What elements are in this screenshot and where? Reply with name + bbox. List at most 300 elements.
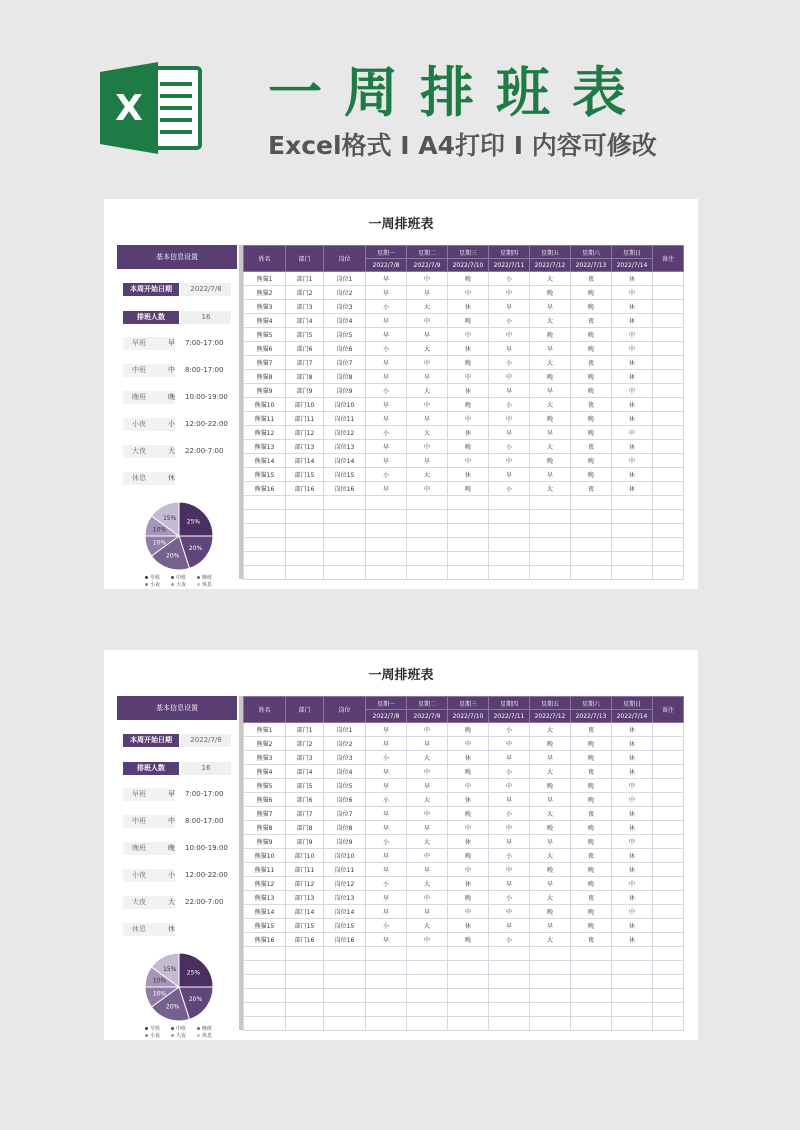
table-cell[interactable]: 休 xyxy=(612,398,653,412)
table-cell[interactable]: 中 xyxy=(448,370,489,384)
table-cell[interactable]: 晚 xyxy=(448,356,489,370)
table-cell[interactable]: 中 xyxy=(448,737,489,751)
table-cell[interactable]: 晚 xyxy=(571,342,612,356)
table-cell[interactable] xyxy=(653,933,684,947)
table-cell[interactable] xyxy=(366,1003,407,1017)
table-cell[interactable] xyxy=(286,552,324,566)
table-cell[interactable]: 大 xyxy=(407,751,448,765)
table-cell[interactable]: 大 xyxy=(407,300,448,314)
table-cell[interactable] xyxy=(653,566,684,580)
table-cell[interactable]: 熊猫12 xyxy=(244,877,286,891)
table-cell[interactable] xyxy=(571,947,612,961)
table-cell[interactable]: 部门7 xyxy=(286,356,324,370)
shift-code[interactable]: 中 xyxy=(168,366,175,374)
table-cell[interactable]: 晚 xyxy=(448,849,489,863)
table-cell[interactable]: 中 xyxy=(612,384,653,398)
table-cell[interactable]: 熊猫3 xyxy=(244,751,286,765)
table-cell[interactable]: 夜 xyxy=(571,891,612,905)
table-cell[interactable]: 早 xyxy=(366,891,407,905)
shift-time[interactable]: 22:00-7:00 xyxy=(185,447,224,455)
table-cell[interactable]: 早 xyxy=(366,933,407,947)
table-cell[interactable]: 早 xyxy=(407,412,448,426)
table-cell[interactable] xyxy=(653,482,684,496)
table-cell[interactable]: 岗位14 xyxy=(324,905,366,919)
table-cell[interactable]: 早 xyxy=(530,342,571,356)
table-cell[interactable] xyxy=(244,510,286,524)
table-cell[interactable]: 中 xyxy=(448,779,489,793)
table-cell[interactable]: 中 xyxy=(407,933,448,947)
table-cell[interactable]: 中 xyxy=(448,286,489,300)
table-cell[interactable]: 中 xyxy=(407,482,448,496)
table-cell[interactable]: 小 xyxy=(489,765,530,779)
table-cell[interactable]: 中 xyxy=(612,454,653,468)
table-cell[interactable] xyxy=(653,510,684,524)
table-cell[interactable]: 熊猫2 xyxy=(244,286,286,300)
table-cell[interactable]: 岗位14 xyxy=(324,454,366,468)
table-cell[interactable] xyxy=(653,835,684,849)
table-cell[interactable]: 部门7 xyxy=(286,807,324,821)
table-cell[interactable] xyxy=(407,1003,448,1017)
table-cell[interactable]: 早 xyxy=(366,723,407,737)
table-cell[interactable]: 大 xyxy=(407,384,448,398)
table-cell[interactable]: 小 xyxy=(489,482,530,496)
table-cell[interactable] xyxy=(530,524,571,538)
table-cell[interactable] xyxy=(407,496,448,510)
table-cell[interactable] xyxy=(244,947,286,961)
table-cell[interactable]: 中 xyxy=(407,849,448,863)
table-cell[interactable]: 中 xyxy=(407,356,448,370)
table-cell[interactable]: 早 xyxy=(366,356,407,370)
table-cell[interactable] xyxy=(571,989,612,1003)
table-cell[interactable]: 休 xyxy=(448,835,489,849)
table-cell[interactable]: 小 xyxy=(489,891,530,905)
table-cell[interactable]: 晚 xyxy=(571,863,612,877)
table-cell[interactable] xyxy=(489,552,530,566)
table-cell[interactable]: 中 xyxy=(489,779,530,793)
table-cell[interactable]: 岗位12 xyxy=(324,877,366,891)
table-cell[interactable]: 小 xyxy=(489,440,530,454)
shift-code[interactable]: 大 xyxy=(168,898,175,906)
table-cell[interactable]: 熊猫8 xyxy=(244,370,286,384)
table-cell[interactable] xyxy=(612,961,653,975)
table-cell[interactable] xyxy=(653,849,684,863)
table-cell[interactable]: 小 xyxy=(366,342,407,356)
table-cell[interactable] xyxy=(286,538,324,552)
table-cell[interactable] xyxy=(244,1003,286,1017)
table-cell[interactable] xyxy=(448,1003,489,1017)
table-cell[interactable]: 晚 xyxy=(571,384,612,398)
start-date-input[interactable]: 2022/7/8 xyxy=(181,734,231,747)
table-cell[interactable]: 休 xyxy=(448,751,489,765)
table-cell[interactable] xyxy=(530,989,571,1003)
table-cell[interactable]: 岗位8 xyxy=(324,821,366,835)
table-cell[interactable]: 休 xyxy=(612,412,653,426)
table-cell[interactable] xyxy=(366,566,407,580)
table-cell[interactable] xyxy=(489,947,530,961)
table-cell[interactable]: 早 xyxy=(489,468,530,482)
table-cell[interactable] xyxy=(653,496,684,510)
table-cell[interactable]: 休 xyxy=(448,877,489,891)
table-cell[interactable]: 晚 xyxy=(448,765,489,779)
table-cell[interactable]: 早 xyxy=(407,454,448,468)
table-cell[interactable]: 大 xyxy=(407,426,448,440)
table-cell[interactable] xyxy=(571,510,612,524)
table-cell[interactable]: 部门6 xyxy=(286,793,324,807)
table-cell[interactable]: 中 xyxy=(489,863,530,877)
table-cell[interactable]: 早 xyxy=(489,919,530,933)
table-cell[interactable]: 晚 xyxy=(571,751,612,765)
table-cell[interactable]: 小 xyxy=(489,356,530,370)
table-cell[interactable]: 夜 xyxy=(571,933,612,947)
table-cell[interactable] xyxy=(324,975,366,989)
table-cell[interactable] xyxy=(244,975,286,989)
table-cell[interactable] xyxy=(653,737,684,751)
table-cell[interactable]: 早 xyxy=(366,412,407,426)
table-cell[interactable]: 岗位9 xyxy=(324,835,366,849)
table-cell[interactable]: 岗位7 xyxy=(324,356,366,370)
table-cell[interactable]: 早 xyxy=(530,468,571,482)
shift-code[interactable]: 大 xyxy=(168,447,175,455)
table-cell[interactable]: 部门14 xyxy=(286,454,324,468)
shift-time[interactable]: 22:00-7:00 xyxy=(185,898,224,906)
table-cell[interactable]: 晚 xyxy=(571,779,612,793)
table-cell[interactable]: 中 xyxy=(407,891,448,905)
table-cell[interactable]: 休 xyxy=(612,440,653,454)
table-cell[interactable] xyxy=(324,961,366,975)
table-cell[interactable]: 休 xyxy=(612,849,653,863)
shift-time[interactable]: 12:00-22:00 xyxy=(185,420,228,428)
table-cell[interactable] xyxy=(653,286,684,300)
table-cell[interactable] xyxy=(366,538,407,552)
table-cell[interactable]: 熊猫10 xyxy=(244,849,286,863)
table-cell[interactable]: 熊猫8 xyxy=(244,821,286,835)
table-cell[interactable] xyxy=(324,566,366,580)
table-cell[interactable]: 小 xyxy=(366,919,407,933)
table-cell[interactable]: 休 xyxy=(612,863,653,877)
table-cell[interactable]: 熊猫15 xyxy=(244,468,286,482)
table-cell[interactable]: 晚 xyxy=(571,286,612,300)
table-cell[interactable]: 中 xyxy=(448,454,489,468)
table-cell[interactable]: 早 xyxy=(489,300,530,314)
table-cell[interactable]: 岗位16 xyxy=(324,933,366,947)
table-cell[interactable]: 早 xyxy=(489,384,530,398)
table-cell[interactable]: 休 xyxy=(448,300,489,314)
table-cell[interactable] xyxy=(244,524,286,538)
table-cell[interactable] xyxy=(448,566,489,580)
table-cell[interactable]: 早 xyxy=(366,440,407,454)
table-cell[interactable]: 早 xyxy=(366,328,407,342)
table-cell[interactable] xyxy=(324,524,366,538)
table-cell[interactable] xyxy=(244,538,286,552)
table-cell[interactable] xyxy=(530,1003,571,1017)
shift-code[interactable]: 早 xyxy=(168,339,175,347)
table-cell[interactable]: 部门9 xyxy=(286,384,324,398)
table-cell[interactable]: 晚 xyxy=(530,737,571,751)
table-cell[interactable]: 早 xyxy=(530,919,571,933)
table-cell[interactable]: 晚 xyxy=(448,440,489,454)
table-cell[interactable]: 熊猫7 xyxy=(244,356,286,370)
table-cell[interactable]: 早 xyxy=(366,454,407,468)
table-cell[interactable] xyxy=(653,975,684,989)
table-cell[interactable]: 熊猫5 xyxy=(244,779,286,793)
table-cell[interactable]: 中 xyxy=(612,877,653,891)
table-cell[interactable] xyxy=(448,975,489,989)
table-cell[interactable] xyxy=(653,779,684,793)
table-cell[interactable]: 部门3 xyxy=(286,751,324,765)
table-cell[interactable]: 中 xyxy=(489,821,530,835)
table-cell[interactable] xyxy=(653,538,684,552)
table-cell[interactable] xyxy=(653,384,684,398)
table-cell[interactable] xyxy=(407,1017,448,1031)
table-cell[interactable]: 小 xyxy=(366,468,407,482)
table-cell[interactable] xyxy=(530,961,571,975)
table-cell[interactable]: 大 xyxy=(407,342,448,356)
table-cell[interactable]: 熊猫12 xyxy=(244,426,286,440)
table-cell[interactable]: 休 xyxy=(448,384,489,398)
table-cell[interactable]: 休 xyxy=(448,468,489,482)
table-cell[interactable] xyxy=(366,989,407,1003)
table-cell[interactable]: 中 xyxy=(407,807,448,821)
table-cell[interactable]: 休 xyxy=(448,342,489,356)
shift-code[interactable]: 休 xyxy=(168,474,175,482)
table-cell[interactable]: 小 xyxy=(489,807,530,821)
table-cell[interactable]: 早 xyxy=(530,300,571,314)
table-cell[interactable] xyxy=(571,566,612,580)
table-cell[interactable]: 休 xyxy=(612,468,653,482)
table-cell[interactable]: 夜 xyxy=(571,398,612,412)
table-cell[interactable] xyxy=(286,1003,324,1017)
table-cell[interactable]: 中 xyxy=(407,765,448,779)
table-cell[interactable]: 大 xyxy=(530,440,571,454)
table-cell[interactable]: 夜 xyxy=(571,272,612,286)
table-cell[interactable]: 熊猫9 xyxy=(244,835,286,849)
table-cell[interactable]: 早 xyxy=(407,328,448,342)
table-cell[interactable]: 熊猫16 xyxy=(244,933,286,947)
table-cell[interactable]: 部门3 xyxy=(286,300,324,314)
table-cell[interactable]: 熊猫14 xyxy=(244,905,286,919)
table-cell[interactable]: 中 xyxy=(407,398,448,412)
table-cell[interactable] xyxy=(530,947,571,961)
table-cell[interactable]: 休 xyxy=(612,272,653,286)
table-cell[interactable]: 岗位10 xyxy=(324,849,366,863)
table-cell[interactable] xyxy=(653,342,684,356)
table-cell[interactable] xyxy=(653,807,684,821)
table-cell[interactable]: 部门8 xyxy=(286,821,324,835)
table-cell[interactable]: 早 xyxy=(407,863,448,877)
table-cell[interactable]: 休 xyxy=(612,482,653,496)
table-cell[interactable]: 熊猫15 xyxy=(244,919,286,933)
table-cell[interactable]: 晚 xyxy=(571,370,612,384)
table-cell[interactable]: 小 xyxy=(489,314,530,328)
table-cell[interactable] xyxy=(653,314,684,328)
table-cell[interactable]: 晚 xyxy=(571,412,612,426)
table-cell[interactable]: 小 xyxy=(489,272,530,286)
table-cell[interactable] xyxy=(324,496,366,510)
table-cell[interactable]: 大 xyxy=(407,835,448,849)
table-cell[interactable]: 早 xyxy=(530,384,571,398)
table-cell[interactable] xyxy=(489,496,530,510)
table-cell[interactable]: 晚 xyxy=(448,272,489,286)
table-cell[interactable]: 部门8 xyxy=(286,370,324,384)
table-cell[interactable]: 部门6 xyxy=(286,342,324,356)
table-cell[interactable]: 岗位6 xyxy=(324,793,366,807)
table-cell[interactable]: 岗位4 xyxy=(324,314,366,328)
table-cell[interactable]: 夜 xyxy=(571,482,612,496)
table-cell[interactable] xyxy=(612,496,653,510)
table-cell[interactable]: 早 xyxy=(366,765,407,779)
table-cell[interactable] xyxy=(489,989,530,1003)
table-cell[interactable] xyxy=(653,398,684,412)
table-cell[interactable] xyxy=(653,863,684,877)
table-cell[interactable]: 中 xyxy=(612,342,653,356)
table-cell[interactable] xyxy=(653,1017,684,1031)
table-cell[interactable] xyxy=(612,1003,653,1017)
table-cell[interactable]: 岗位1 xyxy=(324,723,366,737)
table-cell[interactable]: 部门11 xyxy=(286,863,324,877)
table-cell[interactable]: 早 xyxy=(366,849,407,863)
table-cell[interactable]: 部门15 xyxy=(286,919,324,933)
table-cell[interactable]: 中 xyxy=(489,328,530,342)
table-cell[interactable]: 岗位5 xyxy=(324,328,366,342)
table-cell[interactable] xyxy=(653,765,684,779)
table-cell[interactable]: 中 xyxy=(489,370,530,384)
table-cell[interactable]: 早 xyxy=(530,835,571,849)
table-cell[interactable]: 大 xyxy=(530,356,571,370)
table-cell[interactable]: 晚 xyxy=(530,370,571,384)
table-cell[interactable]: 早 xyxy=(366,314,407,328)
table-cell[interactable] xyxy=(653,793,684,807)
table-cell[interactable]: 晚 xyxy=(530,454,571,468)
table-cell[interactable]: 部门1 xyxy=(286,272,324,286)
table-cell[interactable] xyxy=(653,905,684,919)
table-cell[interactable] xyxy=(653,877,684,891)
shift-code[interactable]: 晚 xyxy=(168,393,175,401)
table-cell[interactable] xyxy=(448,947,489,961)
table-cell[interactable]: 岗位3 xyxy=(324,300,366,314)
table-cell[interactable] xyxy=(489,510,530,524)
table-cell[interactable]: 休 xyxy=(612,314,653,328)
table-cell[interactable]: 熊猫1 xyxy=(244,723,286,737)
table-cell[interactable]: 大 xyxy=(530,849,571,863)
table-cell[interactable]: 熊猫5 xyxy=(244,328,286,342)
table-cell[interactable]: 岗位15 xyxy=(324,919,366,933)
table-cell[interactable]: 部门12 xyxy=(286,877,324,891)
table-cell[interactable] xyxy=(612,947,653,961)
table-cell[interactable]: 早 xyxy=(366,779,407,793)
shift-time[interactable]: 12:00-22:00 xyxy=(185,871,228,879)
table-cell[interactable]: 晚 xyxy=(530,821,571,835)
shift-code[interactable]: 小 xyxy=(168,420,175,428)
table-cell[interactable] xyxy=(366,975,407,989)
table-cell[interactable]: 休 xyxy=(448,919,489,933)
table-cell[interactable]: 早 xyxy=(489,793,530,807)
table-cell[interactable] xyxy=(286,1017,324,1031)
table-cell[interactable]: 岗位2 xyxy=(324,286,366,300)
shift-time[interactable]: 7:00-17:00 xyxy=(185,790,224,798)
table-cell[interactable] xyxy=(530,566,571,580)
table-cell[interactable] xyxy=(366,947,407,961)
table-cell[interactable] xyxy=(407,989,448,1003)
table-cell[interactable]: 早 xyxy=(530,877,571,891)
table-cell[interactable]: 大 xyxy=(530,314,571,328)
table-cell[interactable] xyxy=(244,1017,286,1031)
table-cell[interactable]: 晚 xyxy=(530,412,571,426)
table-cell[interactable]: 部门15 xyxy=(286,468,324,482)
table-cell[interactable]: 部门5 xyxy=(286,779,324,793)
table-cell[interactable]: 熊猫14 xyxy=(244,454,286,468)
table-cell[interactable] xyxy=(244,496,286,510)
table-cell[interactable] xyxy=(448,961,489,975)
table-cell[interactable]: 晚 xyxy=(571,919,612,933)
table-cell[interactable]: 晚 xyxy=(571,737,612,751)
table-cell[interactable]: 休 xyxy=(448,426,489,440)
table-cell[interactable] xyxy=(653,751,684,765)
table-cell[interactable]: 大 xyxy=(407,919,448,933)
table-cell[interactable]: 小 xyxy=(489,723,530,737)
table-cell[interactable]: 晚 xyxy=(448,933,489,947)
table-cell[interactable] xyxy=(653,1003,684,1017)
table-cell[interactable]: 早 xyxy=(407,905,448,919)
table-cell[interactable]: 熊猫1 xyxy=(244,272,286,286)
table-cell[interactable] xyxy=(286,510,324,524)
table-cell[interactable]: 中 xyxy=(407,723,448,737)
table-cell[interactable]: 熊猫13 xyxy=(244,440,286,454)
table-cell[interactable] xyxy=(448,510,489,524)
table-cell[interactable] xyxy=(653,300,684,314)
table-cell[interactable]: 岗位16 xyxy=(324,482,366,496)
table-cell[interactable] xyxy=(324,1017,366,1031)
table-cell[interactable]: 岗位8 xyxy=(324,370,366,384)
table-cell[interactable]: 中 xyxy=(489,905,530,919)
table-cell[interactable] xyxy=(653,891,684,905)
table-cell[interactable]: 中 xyxy=(612,905,653,919)
table-cell[interactable]: 早 xyxy=(407,821,448,835)
table-cell[interactable]: 部门10 xyxy=(286,849,324,863)
table-cell[interactable]: 部门5 xyxy=(286,328,324,342)
table-cell[interactable] xyxy=(571,496,612,510)
table-cell[interactable]: 部门4 xyxy=(286,765,324,779)
table-cell[interactable] xyxy=(653,552,684,566)
table-cell[interactable]: 晚 xyxy=(448,398,489,412)
table-cell[interactable] xyxy=(407,538,448,552)
table-cell[interactable]: 小 xyxy=(366,300,407,314)
table-cell[interactable] xyxy=(653,468,684,482)
table-cell[interactable]: 大 xyxy=(530,765,571,779)
table-cell[interactable]: 岗位11 xyxy=(324,863,366,877)
table-cell[interactable] xyxy=(571,975,612,989)
table-cell[interactable]: 早 xyxy=(366,286,407,300)
table-cell[interactable]: 熊猫4 xyxy=(244,314,286,328)
table-cell[interactable]: 大 xyxy=(530,891,571,905)
table-cell[interactable]: 中 xyxy=(612,793,653,807)
table-cell[interactable]: 晚 xyxy=(448,482,489,496)
table-cell[interactable] xyxy=(489,975,530,989)
table-cell[interactable] xyxy=(286,496,324,510)
shift-time[interactable]: 10:00-19:00 xyxy=(185,393,228,401)
table-cell[interactable]: 休 xyxy=(612,765,653,779)
table-cell[interactable]: 夜 xyxy=(571,314,612,328)
table-cell[interactable]: 中 xyxy=(489,454,530,468)
table-cell[interactable] xyxy=(612,524,653,538)
table-cell[interactable]: 中 xyxy=(612,286,653,300)
table-cell[interactable] xyxy=(612,975,653,989)
table-cell[interactable]: 小 xyxy=(489,933,530,947)
table-cell[interactable]: 休 xyxy=(612,751,653,765)
table-cell[interactable]: 小 xyxy=(366,835,407,849)
table-cell[interactable]: 岗位6 xyxy=(324,342,366,356)
table-cell[interactable]: 中 xyxy=(612,779,653,793)
table-cell[interactable] xyxy=(571,1017,612,1031)
